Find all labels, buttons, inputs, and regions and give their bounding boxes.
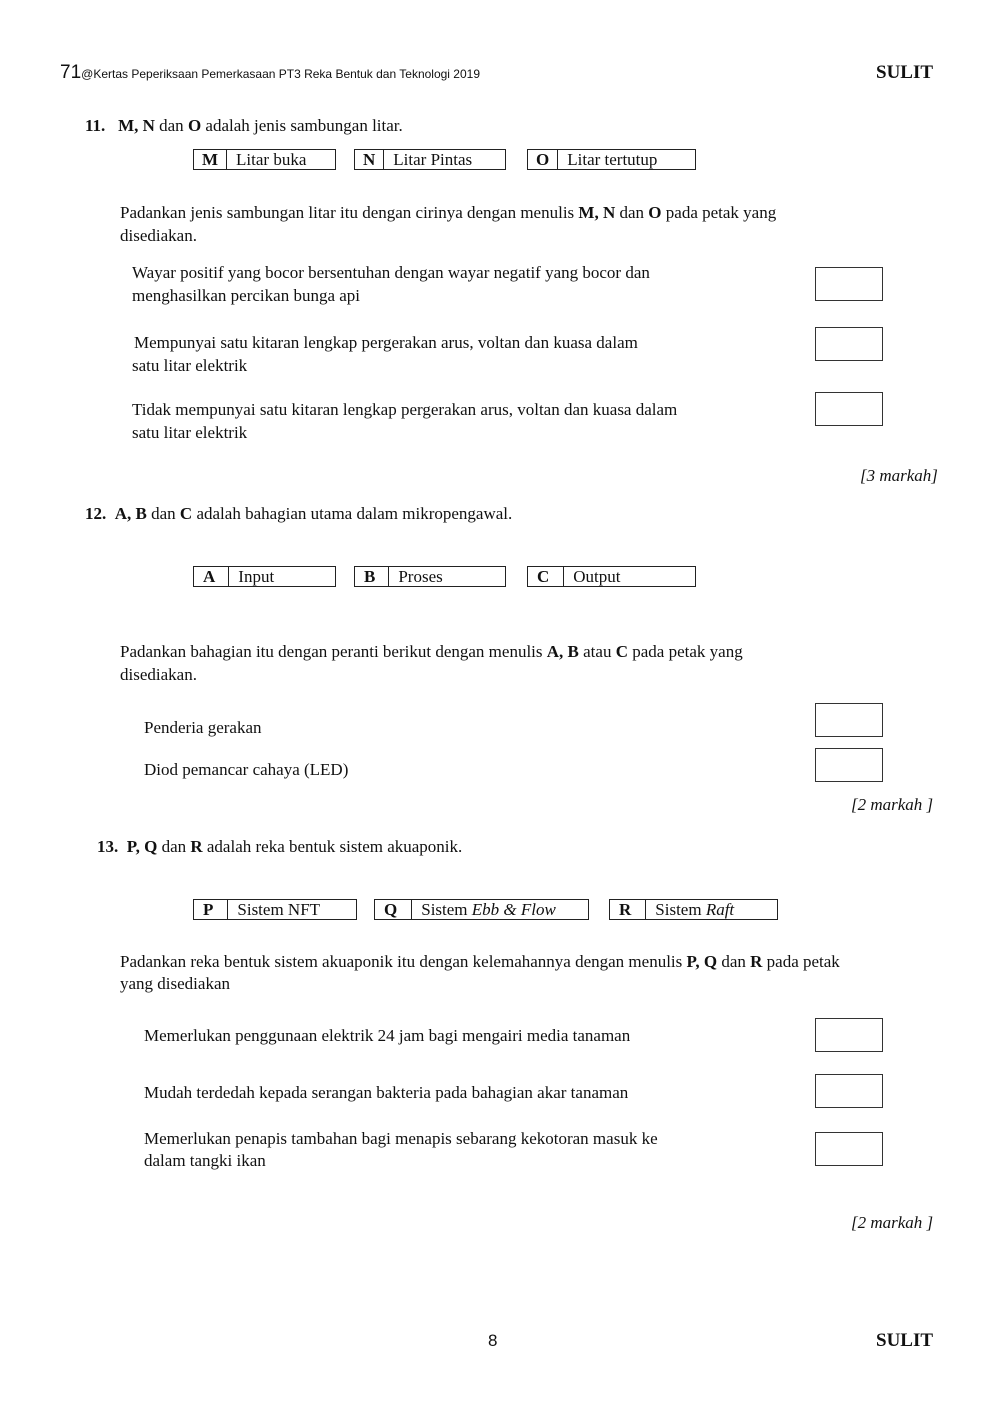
q13-option-q: Q Sistem Ebb & Flow — [374, 899, 589, 920]
q11-statement-2: Mempunyai satu kitaran lengkap pergerakan arus, voltan dan kuasa dalam satu litar elektrik — [132, 333, 638, 375]
q12-option-c: C Output — [527, 566, 696, 587]
q13-intro: 13. P, Q dan R adalah reka bentuk sistem akuaponik. — [97, 837, 463, 856]
q11-option-n: N Litar Pintas — [354, 149, 506, 170]
footer-page-number: 8 — [488, 1331, 498, 1350]
q13-answer-box-1[interactable] — [815, 1018, 883, 1052]
q11-marks: [3 markah] — [860, 466, 938, 485]
q11-answer-box-3[interactable] — [815, 392, 883, 426]
q12-instruction: Padankan bahagian itu dengan peranti berikut dengan menulis A, B atau C pada petak yang disediakan. — [120, 642, 743, 684]
q11-answer-box-1[interactable] — [815, 267, 883, 301]
q12-answer-box-2[interactable] — [815, 748, 883, 782]
q13-answer-box-2[interactable] — [815, 1074, 883, 1108]
q11-instruction: Padankan jenis sambungan litar itu dengan cirinya dengan menulis M, N dan O pada petak yang disediakan. — [120, 203, 777, 245]
q12-intro: 12. A, B dan C adalah bahagian utama dalam mikropengawal. — [85, 504, 513, 523]
header-classification: SULIT — [876, 62, 934, 83]
q12-statement-2: Diod pemancar cahaya (LED) — [144, 760, 349, 779]
q12-answer-box-1[interactable] — [815, 703, 883, 737]
header-page-ref: 71 — [60, 62, 82, 83]
q12-option-b: B Proses — [354, 566, 506, 587]
q12-option-a: A Input — [193, 566, 336, 587]
q13-instruction: Padankan reka bentuk sistem akuaponik itu dengan kelemahannya dengan menulis P, Q dan R pada petak yang disediakan — [120, 952, 840, 993]
q13-number: 13. — [97, 837, 119, 856]
q13-answer-box-3[interactable] — [815, 1132, 883, 1166]
header-doc-title — [60, 62, 480, 84]
q13-statement-2: Mudah terdedah kepada serangan bakteria pada bahagian akar tanaman — [144, 1083, 629, 1102]
q11-statement-3: Tidak mempunyai satu kitaran lengkap pergerakan arus, voltan dan kuasa dalam satu litar elektrik — [132, 400, 678, 442]
q13-option-p: P Sistem NFT — [193, 899, 357, 920]
q11-number: 11. — [85, 116, 106, 135]
footer-classification: SULIT — [876, 1330, 934, 1351]
q13-option-r: R Sistem Raft — [609, 899, 778, 920]
header-title: @Kertas Peperiksaan Pemerkasaan PT3 Reka Bentuk dan Teknologi 2019 — [81, 67, 481, 81]
q12-statement-1: Penderia gerakan — [144, 718, 262, 737]
q13-marks: [2 markah ] — [851, 1213, 934, 1232]
q12-marks: [2 markah ] — [851, 795, 934, 814]
q11-intro: 11. M, N dan O adalah jenis sambungan litar. — [85, 116, 403, 135]
q11-option-o: O Litar tertutup — [527, 149, 696, 170]
q12-number: 12. — [85, 504, 107, 523]
q11-statement-1: Wayar positif yang bocor bersentuhan dengan wayar negatif yang bocor dan menghasilkan percikan bunga api — [132, 263, 650, 305]
q11-answer-box-2[interactable] — [815, 327, 883, 361]
q13-statement-3: Memerlukan penapis tambahan bagi menapis sebarang kekotoran masuk ke dalam tangki ikan — [144, 1129, 658, 1170]
q11-option-m: M Litar buka — [193, 149, 336, 170]
q13-statement-1: Memerlukan penggunaan elektrik 24 jam bagi mengairi media tanaman — [144, 1026, 631, 1045]
